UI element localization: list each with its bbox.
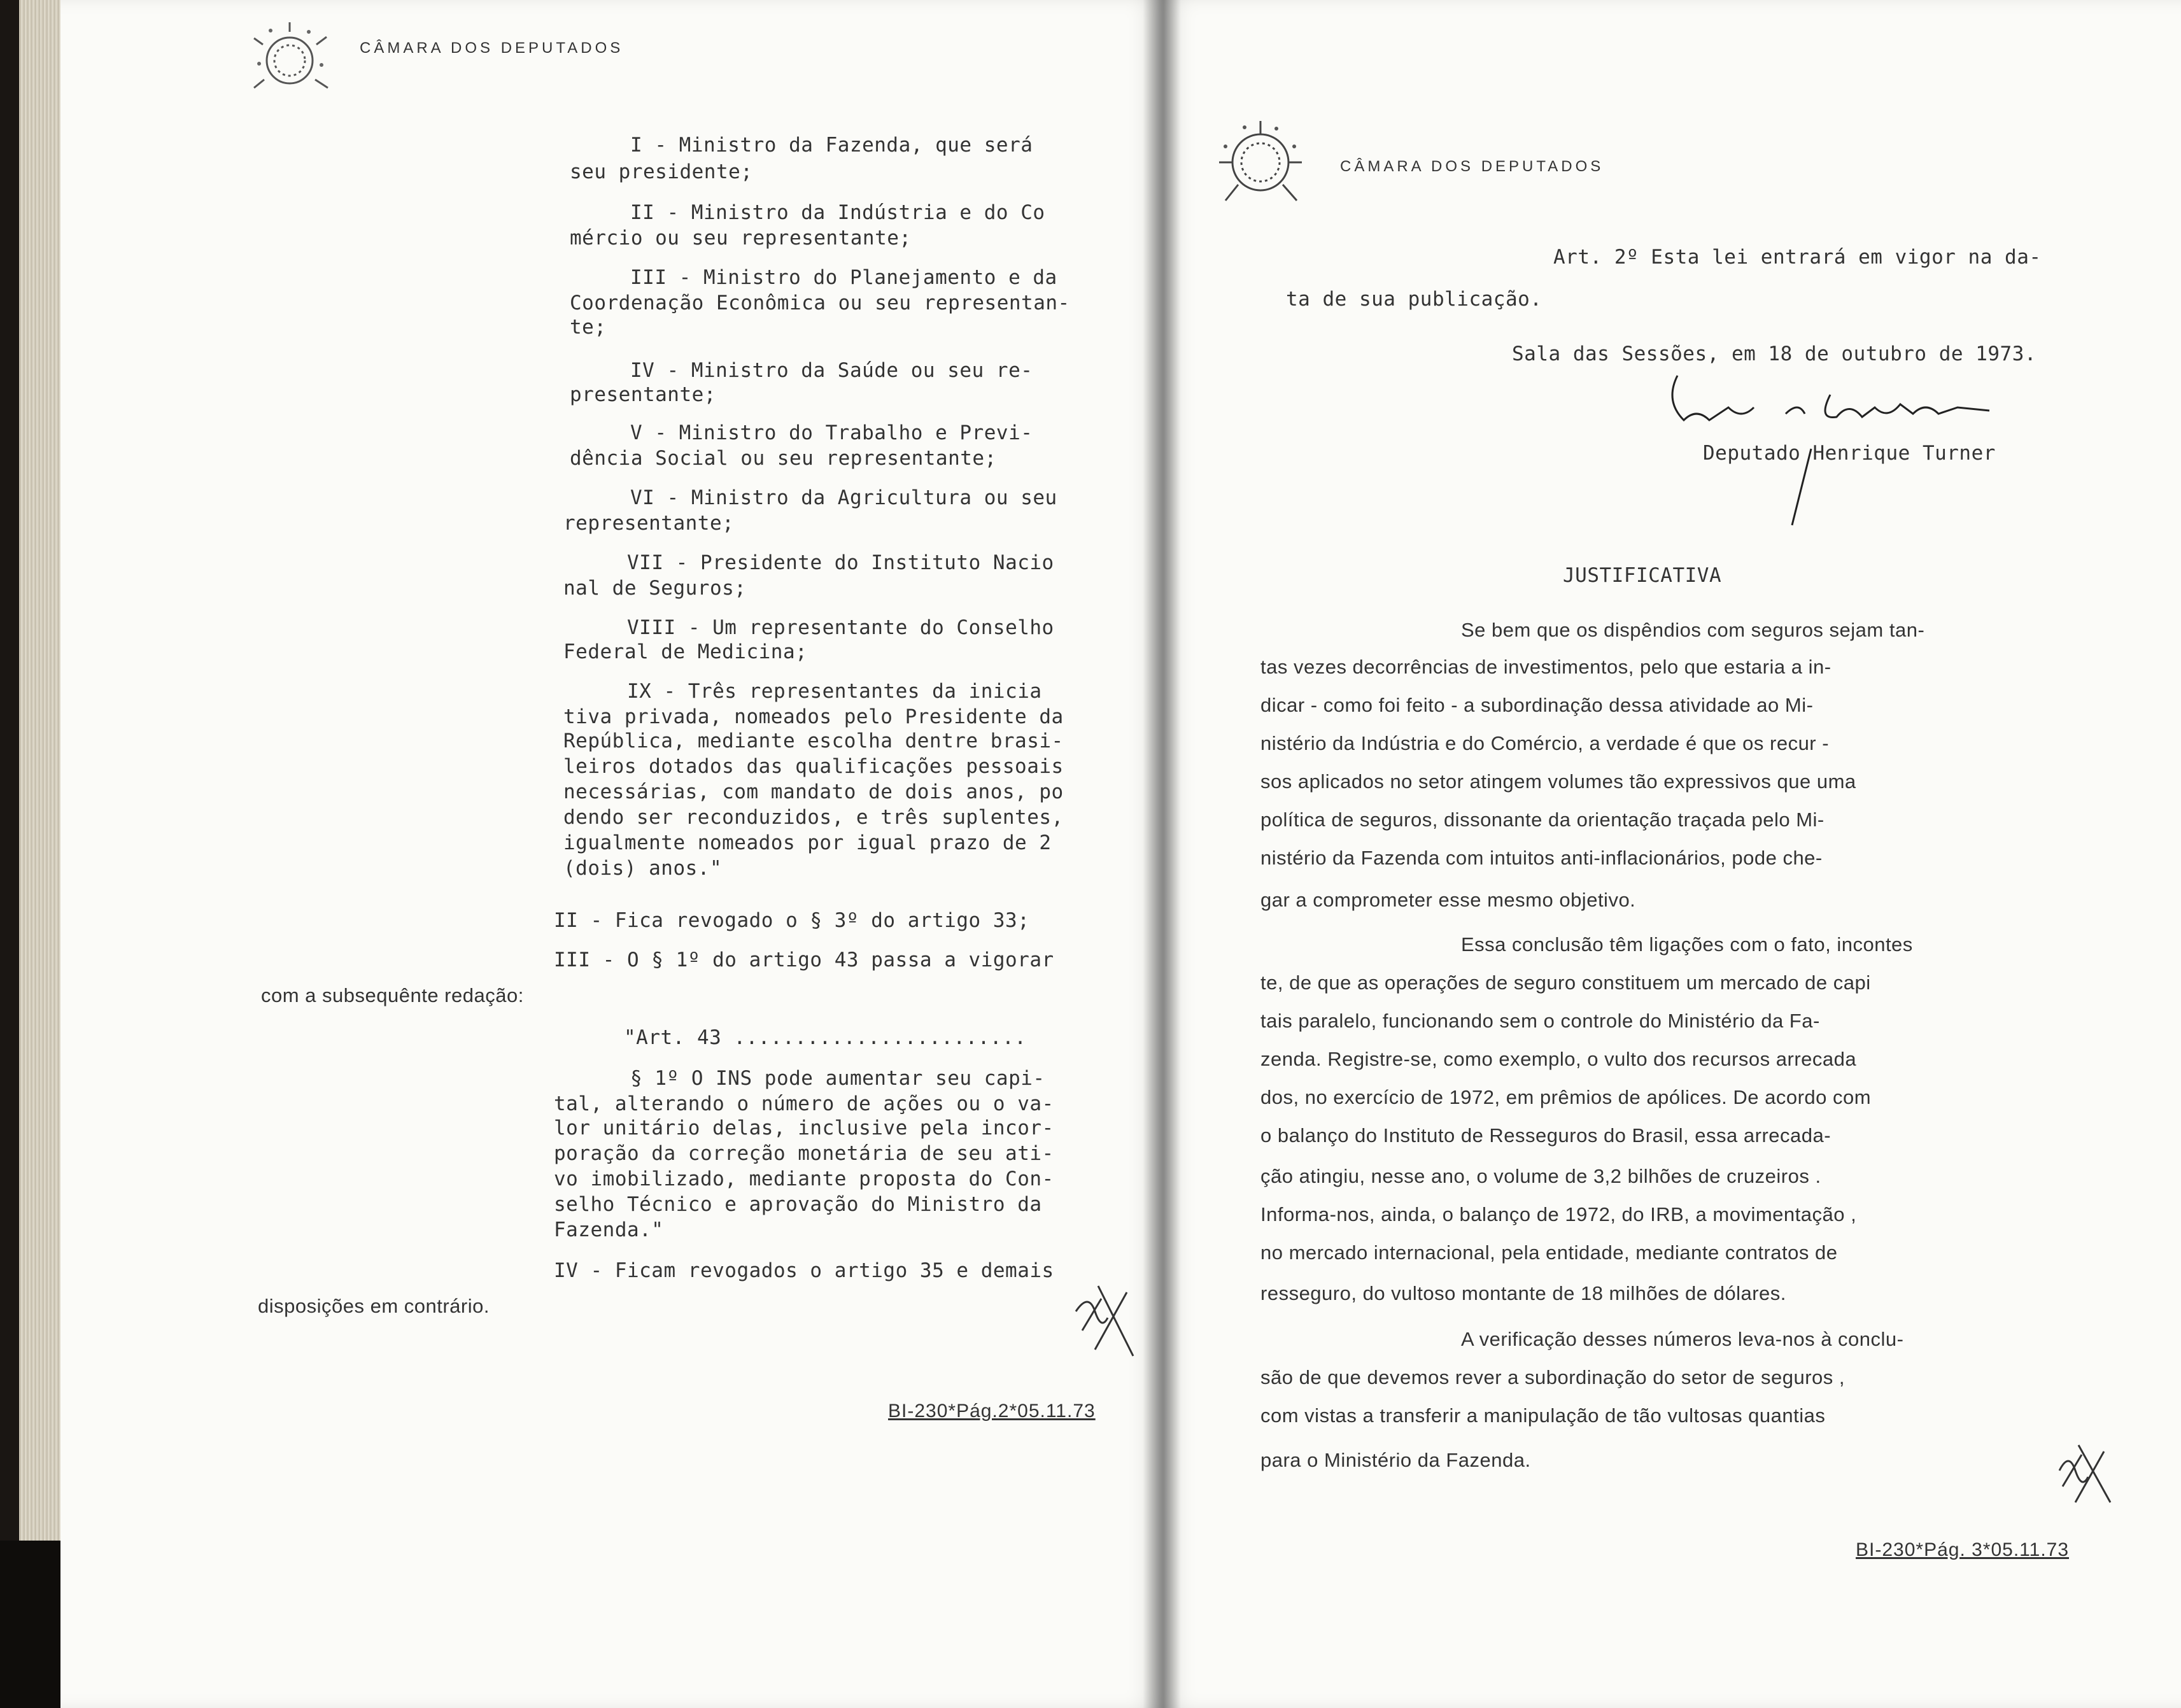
doc-line: política de seguros, dissonante da orientação traçada pelo Mi-	[1260, 808, 1825, 831]
doc-line: vo imobilizado, mediante proposta do Con-	[554, 1168, 1054, 1190]
doc-line: A verificação desses números leva-nos à conclu-	[1461, 1328, 1904, 1350]
doc-line: VIII - Um representante do Conselho	[627, 616, 1054, 639]
doc-line: para o Ministério da Fazenda.	[1260, 1449, 1531, 1471]
doc-line: nal de Seguros;	[563, 577, 747, 600]
doc-line: Se bem que os dispêndios com seguros sejam tan-	[1461, 619, 1925, 641]
doc-line: zenda. Registre-se, como exemplo, o vulto dos recursos arrecada	[1260, 1048, 1857, 1070]
doc-line: (dois) anos."	[563, 857, 723, 880]
doc-line: dicar - como foi feito - a subordinação dessa atividade ao Mi-	[1260, 694, 1814, 716]
doc-line: leiros dotados das qualificações pessoais	[563, 755, 1064, 778]
doc-line: resseguro, do vultoso montante de 18 milhões de dólares.	[1260, 1282, 1786, 1304]
doc-line: III - O § 1º do artigo 43 passa a vigorar	[554, 949, 1054, 971]
doc-line: tas vezes decorrências de investimentos, pelo que estaria a in-	[1260, 656, 1832, 678]
doc-line: lor unitário delas, inclusive pela incor-	[554, 1117, 1054, 1140]
doc-line: Informa-nos, ainda, o balanço de 1972, do IRB, a movimentação ,	[1260, 1203, 1857, 1225]
doc-line: dos, no exercício de 1972, em prêmios de apólices. De acordo com	[1260, 1086, 1872, 1108]
doc-line: poração da correção monetária de seu ati-	[554, 1142, 1054, 1165]
doc-line: Fazenda."	[554, 1218, 664, 1241]
doc-line: mércio ou seu representante;	[570, 227, 912, 250]
initials-signature	[2047, 1426, 2117, 1509]
section-heading: JUSTIFICATIVA	[1563, 564, 1722, 587]
doc-line: tais paralelo, funcionando sem o controle do Ministério da Fa-	[1260, 1010, 1820, 1032]
doc-line: VI - Ministro da Agricultura ou seu	[630, 486, 1057, 509]
doc-line: tal, alterando o número de ações ou o va-	[554, 1092, 1054, 1115]
deputy-name: Deputado Henrique Turner	[1703, 442, 1996, 465]
doc-line: Sala das Sessões, em 18 de outubro de 1973.	[1512, 342, 2037, 365]
doc-line: nistério da Indústria e do Comércio, a verdade é que os recur -	[1260, 732, 1830, 754]
doc-line: dendo ser reconduzidos, e três suplentes,	[563, 806, 1064, 829]
doc-line: tiva privada, nomeados pelo Presidente da	[563, 705, 1064, 728]
doc-line: IV - Ministro da Saúde ou seu re-	[630, 359, 1033, 382]
doc-line: presentante;	[570, 383, 716, 406]
doc-line: Art. 2º Esta lei entrará em vigor na da-	[1553, 246, 2042, 269]
doc-line: representante;	[563, 512, 735, 535]
doc-line: disposições em contrário.	[258, 1295, 490, 1317]
doc-line: dência Social ou seu representante;	[570, 447, 997, 470]
doc-line: II - Fica revogado o § 3º do artigo 33;	[554, 909, 1030, 932]
doc-line: com vistas a transferir a manipulação de tão vultosas quantias	[1260, 1404, 1826, 1427]
right-page	[1162, 0, 2181, 1708]
doc-line: gar a comprometer esse mesmo objetivo.	[1260, 889, 1636, 911]
doc-line: ção atingiu, nesse ano, o volume de 3,2 bilhões de cruzeiros .	[1260, 1165, 1821, 1187]
doc-line: V - Ministro do Trabalho e Previ-	[630, 421, 1033, 444]
doc-line: II - Ministro da Indústria e do Co	[630, 201, 1045, 224]
book-gutter	[1143, 0, 1181, 1708]
doc-line: igualmente nomeados por igual prazo de 2	[563, 831, 1052, 854]
doc-line: IX - Três representantes da inicia	[627, 680, 1042, 703]
doc-line: seu presidente;	[570, 160, 753, 183]
page-edges	[19, 0, 64, 1708]
doc-line: Coordenação Econômica ou seu representan-	[570, 292, 1070, 314]
doc-line: selho Técnico e aprovação do Ministro da	[554, 1193, 1042, 1216]
header-institution: CÂMARA DOS DEPUTADOS	[1340, 158, 1604, 175]
doc-line: VII - Presidente do Instituto Nacio	[627, 551, 1054, 574]
doc-line: Federal de Medicina;	[563, 640, 808, 663]
initials-signature	[1063, 1273, 1140, 1362]
doc-line: § 1º O INS pode aumentar seu capi-	[630, 1067, 1045, 1090]
coat-of-arms-seal-icon	[245, 19, 341, 102]
doc-line: IV - Ficam revogados o artigo 35 e demais	[554, 1259, 1054, 1282]
doc-line: são de que devemos rever a subordinação do setor de seguros ,	[1260, 1366, 1845, 1388]
doc-line: o balanço do Instituto de Resseguros do Brasil, essa arrecada-	[1260, 1124, 1832, 1147]
doc-line: no mercado internacional, pela entidade, mediante contratos de	[1260, 1241, 1838, 1264]
doc-line: III - Ministro do Planejamento e da	[630, 266, 1057, 289]
doc-line: República, mediante escolha dentre brasi-	[563, 730, 1064, 752]
doc-line: "Art. 43 ........................	[624, 1026, 1027, 1049]
page-footer-code: BI-230*Pág.2*05.11.73	[888, 1401, 1096, 1422]
doc-line: I - Ministro da Fazenda, que será	[630, 134, 1033, 157]
doc-line: com a subsequênte redação:	[261, 984, 524, 1006]
doc-line: sos aplicados no setor atingem volumes tão expressivos que uma	[1260, 770, 1856, 793]
coat-of-arms-seal-icon	[1213, 115, 1308, 210]
doc-line: Essa conclusão têm ligações com o fato, incontes	[1461, 933, 1913, 956]
doc-line: te;	[570, 316, 607, 339]
handwritten-signature	[1658, 363, 2015, 439]
doc-line: ta de sua publicação.	[1286, 288, 1542, 311]
left-page	[60, 0, 1162, 1708]
header-institution: CÂMARA DOS DEPUTADOS	[360, 39, 624, 57]
page-footer-code: BI-230*Pág. 3*05.11.73	[1856, 1539, 2070, 1560]
doc-line: nistério da Fazenda com intuitos anti-inflacionários, pode che-	[1260, 847, 1823, 869]
doc-line: necessárias, com mandato de dois anos, po	[563, 780, 1064, 803]
doc-line: te, de que as operações de seguro constituem um mercado de capi	[1260, 971, 1871, 994]
signature-stroke	[1786, 446, 1818, 528]
